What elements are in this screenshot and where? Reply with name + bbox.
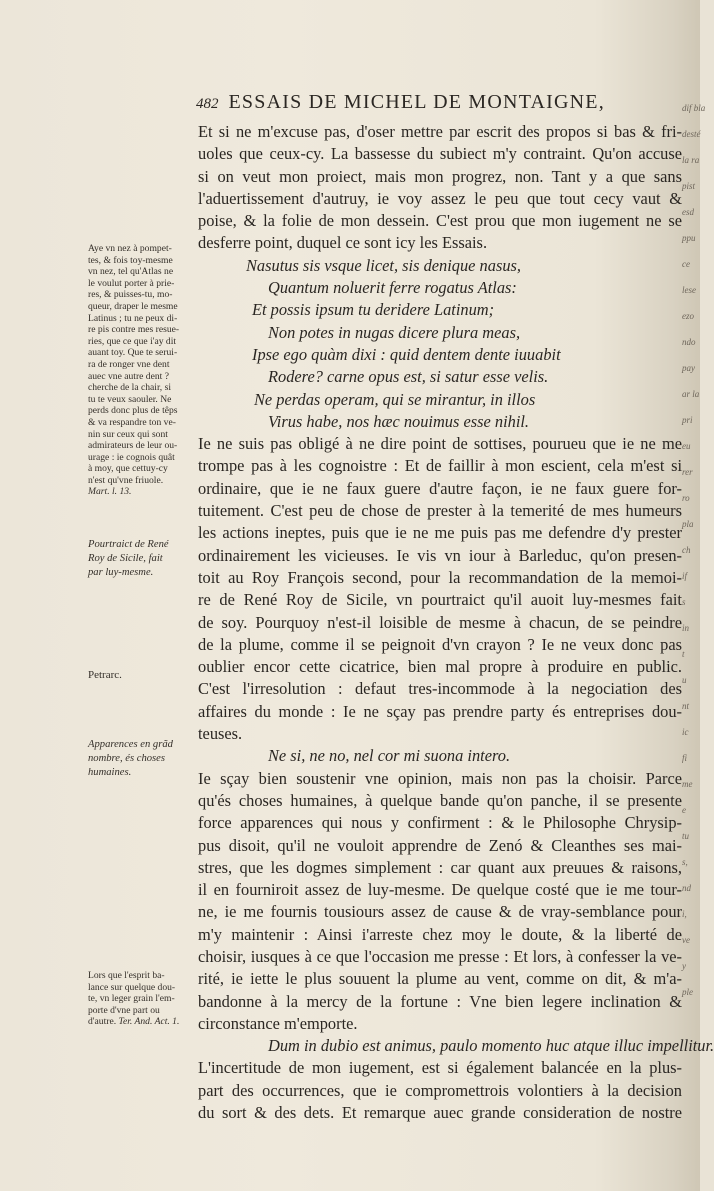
text-line: il en fourniroit assez de luy-mesme. De quelque costé que ie me tour-	[198, 880, 682, 900]
text-line: Ie ne suis pas obligé à ne dire point de sottises, pourueu que ie ne me	[198, 434, 682, 454]
text-line: ordinairement les vicieuses. Ie vis vn iour à Barleduc, qu'on presen-	[198, 545, 682, 565]
bleed-fragment: ppu	[682, 233, 696, 243]
text-line: teuses.	[198, 724, 243, 744]
margin-line: d'autre. Ter. And. Act. 1.	[88, 1016, 180, 1028]
bleed-fragment: y	[682, 961, 686, 971]
bleed-fragment: ch	[682, 545, 691, 555]
text-line: re de René Roy de Sicile, vn pourtraict qu'il auoit luy-mesmes fait	[198, 590, 682, 610]
verse-line: Non potes in nugas dicere plura meas,	[268, 322, 521, 342]
margin-line: perds donc plus de têps	[88, 405, 178, 417]
verse-line: Virus habe, nos hæc nouimus esse nihil.	[268, 411, 530, 431]
margin-line: Petrarc.	[88, 669, 122, 681]
text-line: tuitement. C'est peu de chose de prester à la temerité de mes humeurs	[198, 501, 682, 521]
margin-line: vn nez, tel qu'Atlas ne	[88, 266, 174, 278]
text-line: trompe pas à les cognoistre : Et de faillir à mon escient, cela m'est si	[198, 456, 682, 476]
page-number: 482	[196, 96, 219, 112]
bleed-fragment: in	[682, 623, 690, 633]
bleed-fragment: s,	[682, 857, 688, 867]
margin-line: Lors que l'esprit ba-	[88, 970, 165, 981]
margin-line: Apparences en grãd	[88, 739, 173, 750]
text-line: ne, ie me fournis tousiours assez de cause & de vray-semblance pour	[198, 902, 682, 922]
running-head	[196, 91, 666, 114]
bleed-fragment: ce	[682, 259, 690, 269]
bleed-fragment: pla	[682, 519, 694, 529]
bleed-fragment: s	[682, 597, 686, 607]
bleed-fragment: u	[682, 675, 687, 685]
bleed-fragment: me	[682, 779, 693, 789]
bleed-fragment: ic	[682, 727, 689, 737]
verse-line: Dum in dubio est animus, paulo momento huc atque illuc impellitur.	[268, 1036, 714, 1056]
bleed-fragment: nd	[682, 883, 691, 893]
text-line: stres, que les dogmes simplement : car quant aux preuues & raisons,	[198, 857, 682, 877]
margin-line: nin sur ceux qui sont	[88, 428, 168, 440]
facing-page-bleed	[682, 95, 706, 1055]
margin-note-portrait-rene	[88, 538, 196, 580]
text-line: circonstance m'emporte.	[198, 1013, 358, 1033]
margin-citation: Ter. And. Act. 1.	[118, 1016, 180, 1028]
running-title: ESSAIS DE MICHEL DE MONTAIGNE,	[228, 91, 605, 113]
text-line: bandonne à la mercy de la fortune : Vne bien legere inclination &	[198, 991, 682, 1011]
verse-line: Ne perdas operam, qui se mirantur, in illos	[254, 389, 536, 409]
margin-line: admirateurs de leur ou-	[88, 440, 178, 452]
bleed-fragment: ve	[682, 935, 690, 945]
bleed-fragment: i,	[682, 909, 687, 919]
bleed-fragment: rer	[682, 467, 693, 477]
bleed-fragment: t	[682, 649, 685, 659]
margin-note-petrarc	[88, 670, 196, 682]
margin-line: te, vn leger grain l'em-	[88, 993, 175, 1005]
text-line: force apparences qui nous y confirment : & le Philosophe Chrysip-	[198, 813, 682, 833]
margin-line: humaines.	[88, 767, 132, 778]
verse-line: Ne si, ne no, nel cor mi suona intero.	[268, 746, 511, 766]
margin-note-terence	[88, 970, 196, 1028]
bleed-fragment: eu	[682, 441, 691, 451]
margin-line: auant toy. Que te serui-	[88, 347, 178, 359]
bleed-fragment: ezo	[682, 311, 694, 321]
text-line: m'y maintenir : Ainsi i'arreste chez moy le doute, & la liberté de	[198, 924, 682, 944]
text-line: C'est l'irresolution : defaut tres-incommode à la negociation des	[198, 679, 682, 699]
bleed-fragment: ro	[682, 493, 690, 503]
margin-line: Latinus ; tu ne peux di-	[88, 312, 178, 324]
bleed-fragment: esd	[682, 207, 694, 217]
bleed-fragment: e	[682, 805, 686, 815]
margin-line: urage : ie cognois quât	[88, 451, 175, 463]
verse-line: Et possis ipsum tu deridere Latinum;	[252, 300, 495, 320]
text-line: desferre point, duquel ce sont icy les Essais.	[198, 233, 488, 253]
bleed-fragment: pay	[682, 363, 695, 373]
text-line: qu'és choses humaines, à quelque bande qu'on panche, il se presente	[198, 790, 682, 810]
bleed-fragment: tu	[682, 831, 690, 841]
text-line: poise, & la folie de mon dessein. C'est prou que mon iugement ne se	[198, 211, 682, 231]
text-line: toit au Roy François second, pour la recommandation de la memoi-	[198, 567, 682, 587]
bleed-fragment: ple	[682, 987, 693, 997]
text-line: de soy. Pourquoy n'est-il loisible de mesme à chacun, de se peindre	[198, 612, 682, 632]
text-line: oublier encor cette cicatrice, bien mal propre à produire en public.	[198, 657, 682, 677]
bleed-fragment: lese	[682, 285, 696, 295]
margin-line: ra de ronger vne dent	[88, 358, 170, 370]
margin-line: res, & puisses-tu, mo-	[88, 289, 173, 301]
margin-line: le voulut porter à prie-	[88, 277, 175, 289]
text-line: du sort & des dets. Et remarque auec grande consideration de nostre	[198, 1103, 682, 1123]
text-line: uoles que ceux-cy. La bassesse du subiect m'y contraint. Qu'on accuse	[198, 144, 682, 164]
margin-citation: Mart. l. 13.	[88, 486, 132, 498]
margin-line: re pis contre mes resue-	[88, 324, 180, 336]
text-line: ordinaire, que ie ne faux guere d'autre façon, ie ne faux guere for-	[198, 478, 682, 498]
margin-line: par luy-mesme.	[88, 567, 154, 578]
verse-line: Nasutus sis vsque licet, sis denique nasus,	[246, 255, 521, 275]
bleed-fragment: ar la	[682, 389, 700, 399]
text-line: rité, ie iette le plus souuent la plume au vent, comme on dit, & m'a-	[198, 969, 682, 989]
margin-line: ries, que ce que i'ay dit	[88, 335, 177, 347]
margin-line: Roy de Sicile, fait	[88, 553, 163, 564]
margin-line: tu te veux saouler. Ne	[88, 393, 172, 405]
margin-note-martial	[88, 243, 196, 498]
text-line: pus disoit, qu'il ne vouloit apprendre de Zenó & Cleanthes ses mai-	[198, 835, 682, 855]
margin-line: porte d'vne part ou	[88, 1004, 160, 1016]
text-line: de la plume, comme il se peignoit d'vn crayon ? Ie ne veux donc pas	[198, 634, 682, 654]
bleed-fragment: pri	[682, 415, 693, 425]
bleed-fragment: pist	[682, 181, 696, 191]
margin-line: queur, draper le mesme	[88, 300, 178, 312]
text-line: affaires du monde : Ie ne sçay pas prendre party és entreprises dou-	[198, 701, 682, 721]
bleed-fragment: ndo	[682, 337, 696, 347]
margin-line: Pourtraict de René	[88, 539, 169, 550]
text-line: Ie sçay bien soustenir vne opinion, mais non pas la choisir. Parce	[198, 768, 682, 788]
text-line: choisir, iusques à ce que l'occasion me presse : Et lors, à confesser la ve-	[198, 946, 682, 966]
text-line: Et si ne m'excuse pas, d'oser mettre par escrit des propos si bas & fri-	[198, 122, 682, 141]
bleed-fragment: dif bla	[682, 103, 706, 113]
verse-line: Quantum noluerit ferre rogatus Atlas:	[268, 278, 517, 298]
margin-line: lance sur quelque dou-	[88, 981, 176, 993]
bleed-fragment: desté	[682, 129, 701, 139]
margin-line: tes, & fois toy-mesme	[88, 254, 173, 266]
margin-line: Aye vn nez à pompet-	[88, 243, 172, 254]
bleed-fragment: nt	[682, 701, 690, 711]
text-line: si on veut mon proiect, mais mon progrez, non. Tant y a que sans	[198, 166, 682, 186]
margin-line: cherche de la chair, si	[88, 382, 171, 394]
text-line: part des occurrences, que ie compromettrois volontiers à la decision	[198, 1080, 682, 1100]
verse-line: Ipse ego quàm dixi : quid dentem dente iuuabit	[252, 344, 561, 364]
margin-line: & va respandre ton ve-	[88, 416, 176, 428]
margin-line: n'est qu'vne friuole.	[88, 474, 164, 486]
text-line: L'incertitude de mon iugement, est si également balancée en la plus-	[198, 1058, 682, 1078]
text-line: les actions ineptes, puis que ie ne me puis pas me defendre d'y prester	[198, 523, 682, 543]
bleed-fragment: la ra	[682, 155, 700, 165]
bleed-fragment: if	[682, 571, 688, 581]
margin-line: nombre, és choses	[88, 753, 165, 764]
text-line: l'aduertissement d'autruy, ie voy assez le peu que tout cecy vaut &	[198, 188, 682, 208]
bleed-fragment: fi	[682, 753, 688, 763]
margin-note-apparences	[88, 738, 196, 780]
verse-line: Rodere? carne opus est, si satur esse velis.	[268, 367, 549, 387]
margin-line: à moy, que cettuy-cy	[88, 463, 168, 475]
margin-line: auec vne autre dent ?	[88, 370, 169, 382]
